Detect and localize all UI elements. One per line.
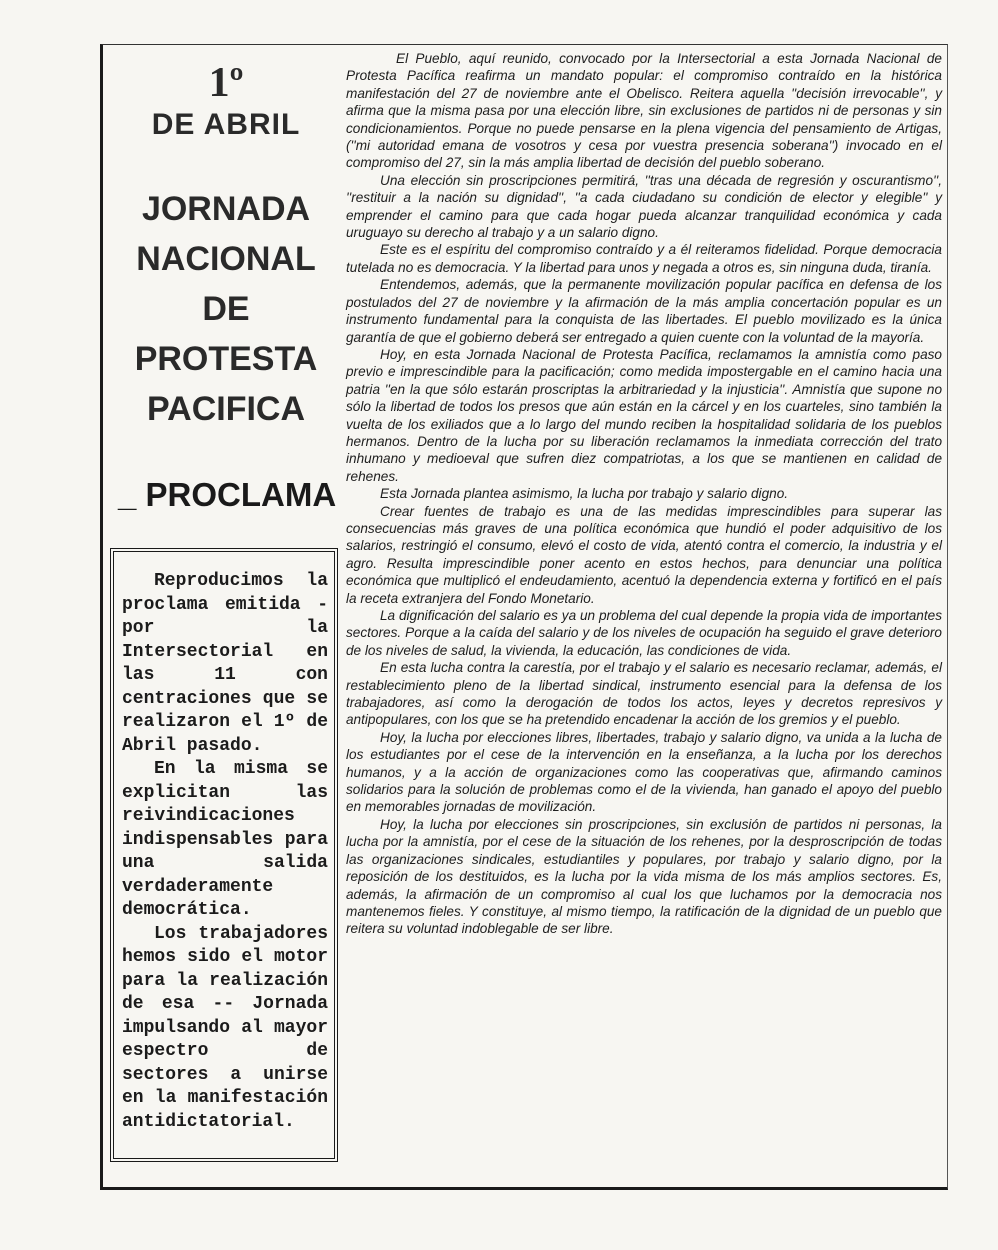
sidebar-paragraph: Reproducimos la proclama emitida - por la Intersectorial en las 11 con centraciones que se realizaron el 1º de Abril pasado. [122,571,328,756]
body-paragraph: Esta Jornada plantea asimismo, la lucha por trabajo y salario digno. [380,486,789,502]
headline-line-jornada: JORNADA [141,190,311,228]
headline-line-protesta: PROTESTA [134,340,318,378]
body-paragraph: Este es el espíritu del compromiso contraído y a él reiteramos fidelidad. Porque democracia tutelada no es democracia. Y la libertad para unos y negada a otros es, sin ninguna duda, tiranía. [346,242,942,275]
headline-line-nacional: NACIONAL [136,240,316,278]
headline-proclama: _ PROCLAMA [118,476,337,513]
body-paragraph: Hoy, en esta Jornada Nacional de Protesta Pacífica, reclamamos la amnistía como paso previo e imprescindible para la pacificación; como medida impostergable en el camino hacia una patria ''en la que sólo estarán proscriptas la arbitrariedad y la injusticia''. Amnistía que supone no sólo la libertad de todos los presos que aún están en la cárcel y en los cuarteles, sino también la vuelta de los exiliados que a lo largo del mundo reciben la hospitalidad solidaria de los pueblos hermanos. Dentro de la lucha por su liberación reclamamos la inmediata corrección del trato inhumano y medioeval que sufren diez compatriotas, a los que se mantienen en calidad de rehenes. [346,346,942,484]
body-paragraph: El Pueblo, aquí reunido, convocado por la Intersectorial a esta Jornada Nacional de Protesta Pacífica reafirma un mandato popular: el compromiso contraído en la histórica manifestación del 27 de noviembre ante el Obelisco. Reitera aquella ''decisión irrevocable'', y afirma que la misma pasa por una elección libre, sin exclusiones de partidos ni de personas y sin condicionamientos. Porque no puede pensarse en la plena vigencia del pensamiento de Artigas, (''mi autoridad emana de vosotros y cesa por vuestra presencia soberana'') invocado en el compromiso del 27, sin la más amplia libertad de decisión del pueblo soberano. [346,51,942,171]
body-paragraph: Hoy, la lucha por elecciones libres, libertades, trabajo y salario digno, va unida a la lucha de los estudiantes por el cese de la intervención en la enseñanza, a la lucha por los derechos humanos, y a la acción de organizaciones como las cooperativas que, afirmando caminos solidarios para la solución de problemas como el de la vivienda, han ganado el apoyo del pueblo en memorables jornadas de movilización. [346,729,942,815]
sidebar-box [110,548,338,1162]
headline-date-month: DE ABRIL [151,108,301,141]
body-paragraph: Una elección sin proscripciones permitirá, ''tras una década de regresión y oscurantismo'', ''restituir a la nación su dignidad'', ''a cada ciudadano su condición de elector y elegible'' y emprender el camino para que cada hogar pueda alcanzar tranquilidad económica y cada uruguayo su derecho al trabajo y a un salario digno. [346,172,942,241]
proclama-body [346,50,942,938]
sidebar-paragraph: Los trabajadores hemos sido el motor para la realización de esa -- Jornada impulsando al mayor espectro de sectores a unirse en la manifestación antidictatorial. [122,923,328,1132]
headline [110,60,342,434]
body-paragraph: Entendemos, además, que la permanente movilización popular pacífica en defensa de los postulados del 27 de noviembre y la afirmación de la más amplia concertación popular es un instrumento fundamental para la conquista de las libertades. El pueblo movilizado es la única garantía de que el gobierno deberá ser entregado a quien cuente con la voluntad de la mayoría. [346,277,942,345]
headline-date-number: 1º [208,60,244,106]
body-paragraph: Hoy, la lucha por elecciones sin proscripciones, sin exclusión de partidos ni personas, la lucha por la amnistía, por el cese de la situación de los rehenes, por la desproscripción de todas las organizaciones sindicales, estudiantiles y populares, por trabajo y salario digno, por la reposición de los destituidos, es la lucha por la vida misma de los más amplios sectores. Es, además, la afirmación de un compromiso al cual los que luchamos por la democracia nos mantenemos fieles. Y constituye, al mismo tiempo, la ratificación de la dignidad de un pueblo que reitera su voluntad indoblegable de ser libre. [346,816,942,937]
headline-line-pacifica: PACIFICA [146,390,306,428]
body-paragraph: Crear fuentes de trabajo es una de las medidas imprescindibles para superar las consecuencias más graves de una política económica que hundió el poder adquisitivo de los salarios, restringió el consumo, elevó el costo de vida, atentó contra el comercio, la industria y el agro. Resulta imprescindible poner acento en estos hechos, para denunciar una política económica que multiplicó el endeudamiento, acentuó la dependencia externa y fortificó en el país la receta extranjera del Fondo Monetario. [346,503,942,606]
body-paragraph: En esta lucha contra la carestía, por el trabajo y el salario es necesario reclamar, además, el restablecimiento pleno de la libertad sindical, instrumento esencial para la defensa de los trabajadores, así como la derogación de todos los actos, leyes y decretos represivos y antipopulares, con los que se ha pretendido encadenar la acción de los gremios y el pueblo. [346,660,942,728]
sidebar-paragraph: En la misma se explicitan las reivindicaciones indispensables para una salida verdaderamente democrática. [122,759,328,920]
body-paragraph: La dignificación del salario es ya un problema del cual depende la propia vida de importantes sectores. Porque a la caída del salario y de los niveles de ocupación ha seguido el grave deterioro de los niveles de salud, la vivienda, la educación, las condiciones de vida. [346,608,942,658]
headline-line-de: DE [202,290,250,328]
